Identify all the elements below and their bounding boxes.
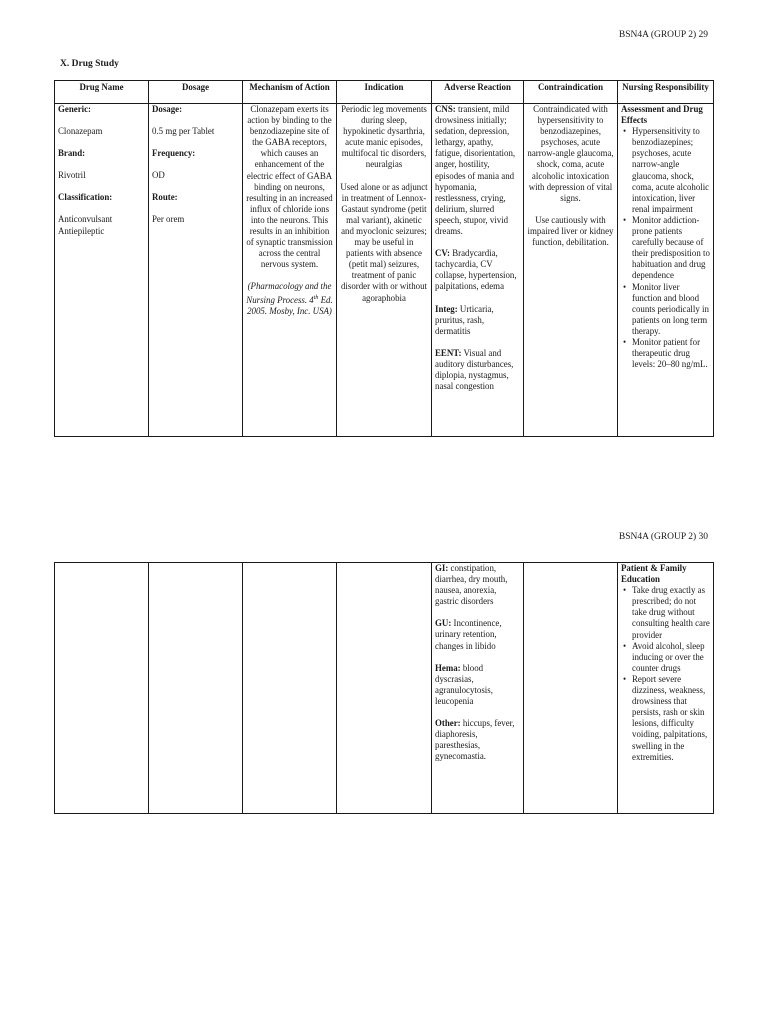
citation-superscript: th — [313, 294, 319, 301]
nursing-responsibility-cell — [618, 104, 714, 437]
list-item: • Hypersensitivity to benzodiazepines; psychoses, acute narrow-angle glaucoma, shock, coma, acute alcoholic intoxication, liver renal impairment — [621, 126, 710, 215]
adverse-label: EENT: — [435, 347, 462, 358]
indication-text: Periodic leg movements during sleep, hypokinetic dysarthria, acute manic episodes, multifocal tic disorders, neuralgias — [341, 104, 427, 170]
drug-name-cell — [55, 563, 149, 814]
drug-study-table-continued — [54, 562, 714, 814]
indication-text: Used alone or as adjunct in treatment of Lennox-Gastaut syndrome (petit mal variant), akinetic and myoclonic seizures; may be useful in patients with absence (petit mal) seizures, treatment of panic disorder with or without agoraphobia — [340, 181, 428, 303]
list-item: • Take drug exactly as prescribed; do not take drug without consulting health care provider — [621, 585, 710, 640]
adverse-reaction-cell — [432, 563, 524, 814]
drug-name-cell — [55, 104, 149, 437]
adverse-label: Hema: — [435, 662, 461, 673]
generic-name: Clonazepam — [58, 126, 103, 137]
adverse-text: transient, mild drowsiness initially; sedation, depression, lethargy, apathy, fatigue, disorientation, anger, hostility, episodes of mania and hypomania, restlessness, crying, delirium, slurred speech, stupor, vivid dreams. — [435, 104, 516, 237]
adverse-label: Other: — [435, 718, 461, 729]
dosage-value: 0.5 mg per Tablet — [152, 126, 215, 137]
adverse-text: constipation, diarrhea, dry mouth, nausea, anorexia, gastric disorders — [435, 563, 508, 607]
page-header: BSN4A (GROUP 2) 30 — [618, 532, 708, 542]
classification-value: Antiepileptic — [58, 225, 105, 236]
drug-study-table — [54, 80, 714, 437]
adverse-eent — [435, 348, 520, 392]
nursing-responsibility-cell — [618, 563, 714, 814]
dosage-cell — [149, 563, 243, 814]
table-row — [55, 104, 714, 437]
adverse-label: Integ: — [435, 303, 458, 314]
column-header: Indication — [337, 81, 432, 104]
table-header-row — [55, 81, 714, 104]
adverse-text: Incontinence, urinary retention, changes in libido — [435, 618, 502, 651]
route-label: Route: — [152, 192, 178, 203]
list-item: • Avoid alcohol, sleep inducing or over the counter drugs — [621, 641, 710, 674]
adverse-label: GU: — [435, 618, 452, 629]
adverse-gu — [435, 618, 520, 651]
adverse-integ — [435, 304, 520, 337]
adverse-cv — [435, 248, 520, 292]
brand-label: Brand: — [58, 148, 86, 159]
frequency-label: Frequency: — [152, 148, 196, 159]
adverse-label: CV: — [435, 248, 450, 259]
adverse-cns — [435, 104, 520, 237]
adverse-label: GI: — [435, 563, 449, 573]
route-value: Per orem — [152, 214, 185, 225]
adverse-hema — [435, 663, 520, 707]
contraindication-cell — [524, 563, 618, 814]
adverse-text: Visual and auditory disturbances, diplopia, nystagmus, nasal congestion — [435, 347, 514, 392]
column-header: Contraindication — [524, 81, 618, 104]
adverse-text: blood dyscrasias, agranulocytosis, leucopenia — [435, 662, 493, 706]
adverse-other — [435, 718, 520, 762]
mechanism-cell — [243, 104, 337, 437]
generic-label: Generic: — [58, 104, 92, 114]
adverse-text: hiccups, fever, diaphoresis, paresthesias, gynecomastia. — [435, 718, 515, 762]
mechanism-text: Clonazepam exerts its action by binding to the benzodiazepine site of the GABA receptors, which causes an enhancement of the electric effect of GABA binding on neurons, resulting in an increased influx of chloride ions into the neurons. This results in an inhibition of synaptic transmission across the central nervous system. — [246, 104, 333, 270]
dosage-cell — [149, 104, 243, 437]
column-header: Mechanism of Action — [243, 81, 337, 104]
column-header: Drug Name — [55, 81, 149, 104]
contraindication-text: Use cautiously with impaired liver or kidney function, debilitation. — [527, 214, 614, 248]
adverse-text: Urticaria, pruritus, rash, dermatitis — [435, 303, 494, 336]
contraindication-cell — [524, 104, 618, 437]
brand-name: Rivotril — [58, 170, 86, 181]
nursing-heading: Patient & Family Education — [621, 563, 687, 585]
page-header: BSN4A (GROUP 2) 29 — [618, 30, 708, 40]
frequency-value: OD — [152, 170, 165, 181]
column-header: Adverse Reaction — [432, 81, 524, 104]
list-item: • Report severe dizziness, weakness, drowsiness that persists, rash or skin lesions, difficulty voiding, palpitations, swelling in the extremities. — [621, 674, 710, 763]
adverse-label: CNS: — [435, 104, 456, 114]
citation-part: Ed. 2005. Mosby, Inc. USA) — [247, 294, 333, 316]
section-title: X. Drug Study — [60, 59, 119, 69]
list-item: • Monitor addiction-prone patients carefully because of their predisposition to habituation and drug dependence — [621, 215, 710, 282]
adverse-text: Bradycardia, tachycardia, CV collapse, hypertension, palpitations, edema — [435, 248, 517, 292]
column-header: Dosage — [149, 81, 243, 104]
nursing-heading: Assessment and Drug Effects — [621, 104, 703, 126]
adverse-gi — [435, 563, 520, 607]
classification-label: Classification: — [58, 192, 113, 203]
list-item: • Monitor patient for therapeutic drug levels: 20–80 ng/mL. — [621, 337, 710, 370]
indication-cell — [337, 563, 432, 814]
nursing-list — [621, 585, 710, 763]
table-row — [55, 563, 714, 814]
citation-part: (Pharmacology and the Nursing Process. 4 — [246, 281, 332, 305]
nursing-list — [621, 126, 710, 370]
mechanism-cell — [243, 563, 337, 814]
list-item: • Monitor liver function and blood counts periodically in patients on long term therapy. — [621, 282, 710, 337]
contraindication-text: Contraindicated with hypersensitivity to benzodiazepines, psychoses, acute narrow-angle glaucoma, shock, coma, acute alcoholic intoxication with depression of vital signs. — [527, 104, 614, 203]
dosage-label: Dosage: — [152, 104, 183, 114]
mechanism-citation — [246, 281, 333, 316]
classification-value: Anticonvulsant — [58, 214, 113, 225]
adverse-reaction-cell — [432, 104, 524, 437]
indication-cell — [337, 104, 432, 437]
column-header: Nursing Responsibility — [618, 81, 714, 104]
